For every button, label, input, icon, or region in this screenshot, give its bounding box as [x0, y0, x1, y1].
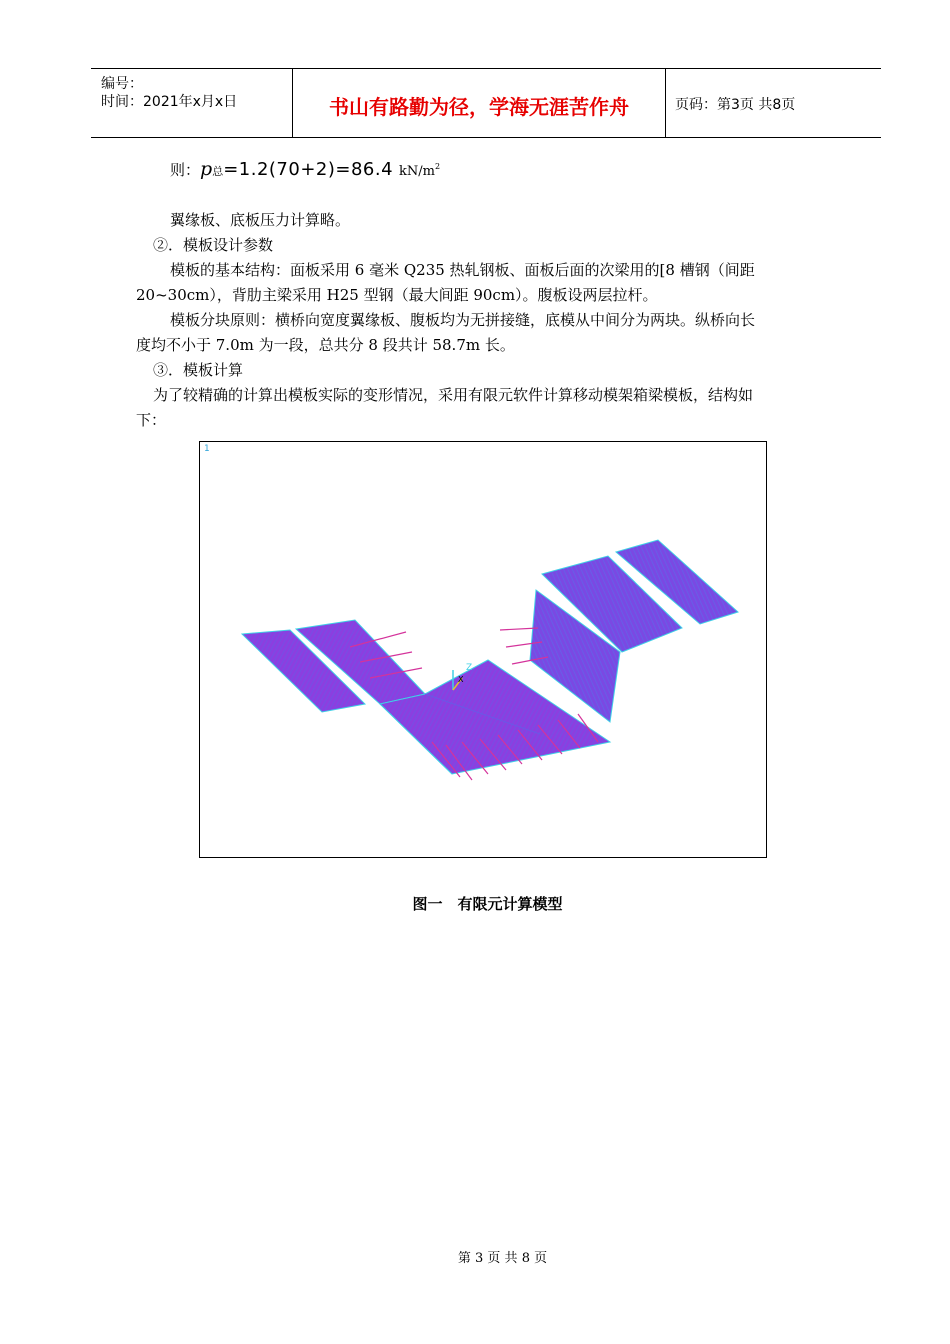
paragraph-fem-line1: 为了较精确的计算出模板实际的变形情况，采用有限元软件计算移动模架箱梁模板，结构如	[153, 386, 754, 404]
figure-caption: 图一 有限元计算模型	[412, 895, 563, 913]
header-left-cell	[91, 69, 293, 137]
formula-prefix: 则：	[170, 161, 201, 179]
time-label: 时间：2021年x月x日	[101, 94, 238, 110]
formula-symbol: p	[200, 158, 213, 180]
header-slogan: 书山有路勤为径，学海无涯苦作舟	[329, 95, 629, 119]
paragraph-division-line1: 模板分块原则：横桥向宽度翼缘板、腹板均为无拼接缝，底模从中间分为两块。纵桥向长	[170, 311, 756, 329]
paragraph-structure-line2: 20~30cm），背肋主梁采用 H25 型钢（最大间距 90cm）。腹板设两层拉杆。	[136, 286, 658, 304]
formula-unit: kN/m	[399, 164, 436, 179]
axis-x-label: X	[458, 675, 464, 684]
figure-number: 1	[204, 444, 210, 454]
paragraph-flange-note: 翼缘板、底板压力计算略。	[170, 211, 351, 229]
paragraph-structure-line1: 模板的基本结构：面板采用 6 毫米 Q235 热轧钢板、面板后面的次梁用的[8 槽钢（间距	[170, 261, 755, 279]
axis-z-label: Z	[466, 663, 473, 673]
page-footer: 第 3 页 共 8 页	[457, 1251, 548, 1266]
pressure-formula	[170, 158, 440, 180]
formula-expression: =1.2(70+2)=86.4	[223, 159, 394, 180]
fem-model-figure	[199, 441, 767, 858]
section-heading-calculation: ③．模板计算	[153, 361, 244, 379]
formula-subscript: 总	[212, 165, 224, 178]
section-heading-design-params: ②．模板设计参数	[153, 236, 274, 254]
header-center-cell	[293, 69, 666, 137]
paragraph-division-line2: 度均不小于 7.0m 为一段，总共分 8 段共计 58.7m 长。	[136, 336, 515, 354]
fem-model-drawing	[200, 442, 766, 857]
header-right-cell	[666, 69, 881, 137]
page-label: 页码：第3页 共8页	[675, 97, 796, 113]
number-label: 编号：	[101, 76, 143, 92]
paragraph-fem-line2: 下：	[136, 411, 167, 429]
page-header	[91, 68, 881, 138]
formula-unit-exponent: 2	[435, 162, 441, 171]
